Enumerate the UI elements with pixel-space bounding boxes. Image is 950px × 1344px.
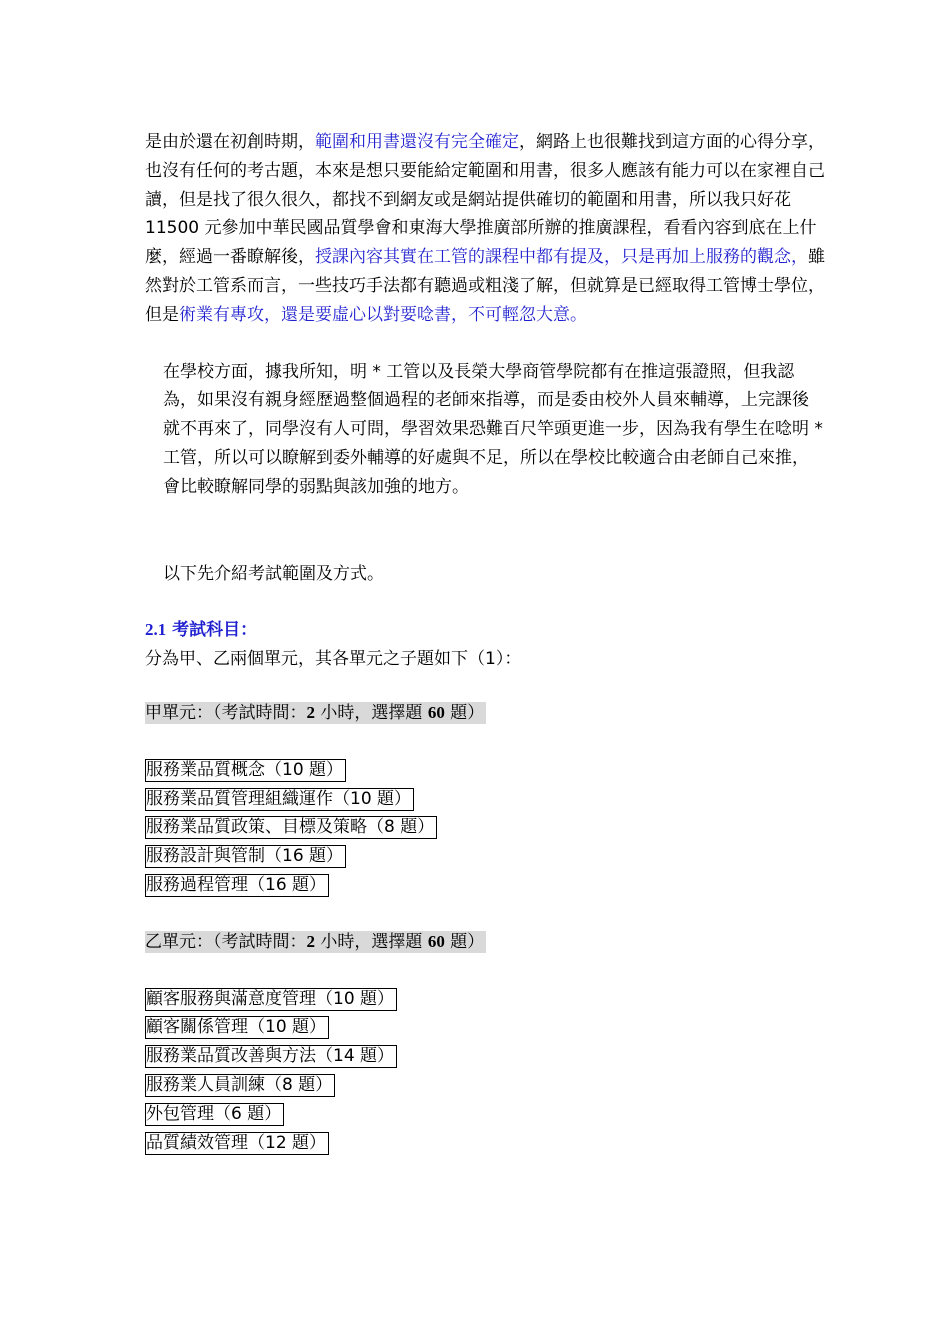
spacer [145, 960, 825, 988]
intro-paragraph-2: 在學校方面，據我所知，明 * 工管以及長榮大學商管學院都有在推這張證照，但我認為，如果沒有親身經歷過整個過程的老師來指導，而是委由校外人員來輔導，上完課後就不再來了，同學沒有人可問，學習效果恐難百尺竿頭更進一步，因為我有學生在唸明 * 工管，所以可以瞭解到委外輔導的好處與不足，所以在學校比較適合由老師自己來推，會比較瞭解同學的弱點與該加強的地方。 [163, 361, 823, 497]
list-item [145, 874, 825, 903]
spacer [145, 588, 825, 616]
list-item [145, 1103, 825, 1132]
spacer [145, 674, 825, 702]
spacer [145, 731, 825, 759]
intro-paragraph-3: 以下先介紹考試範圍及方式。 [163, 563, 384, 584]
unit-a-title-suffix: 題） [444, 702, 485, 723]
unit-b-topic: 外包管理（6 題） [145, 1103, 284, 1126]
section-title: 考試科目： [172, 620, 258, 641]
unit-a-title [145, 702, 486, 724]
list-item [145, 788, 825, 817]
unit-b-topic-list [145, 988, 825, 1161]
unit-a-topic: 服務業品質政策、目標及策略（8 題） [145, 816, 437, 839]
unit-b-title-prefix: 乙單元：（考試時間： [145, 931, 307, 952]
unit-a-topic-list [145, 759, 825, 903]
unit-b-title-suffix: 題） [444, 931, 485, 952]
list-item [145, 845, 825, 874]
unit-b-topic: 品質績效管理（12 題） [145, 1132, 329, 1155]
list-item [145, 759, 825, 788]
unit-a-topic: 服務業品質管理組織運作（10 題） [145, 788, 414, 811]
section-heading [145, 616, 825, 645]
unit-b-title [145, 931, 486, 953]
document-page [145, 128, 825, 1160]
highlight-scope-not-fixed: 範圍和用書還沒有完全確定 [315, 132, 519, 152]
intro-text-2: ，網路上也很難找到這方面的心得分享，也沒有任何的考古題，本來是想只要能給定範圍和用書，很多人應該有能力可以在家裡自己讀，但是找了很久很久，都找不到網友或是網站提供確切的範圍和用書，所以我只好花 11500 元參加中華民國品質學會和東海大學推廣部所辦的推廣課程，看看內容到底在上什麼，經過一番瞭解後， [145, 132, 825, 268]
unit-a-topic: 服務業品質概念（10 題） [145, 759, 346, 782]
unit-b-heading-row [145, 931, 825, 960]
unit-b-title-mid: 小時，選擇題 [315, 931, 428, 952]
list-item [145, 1016, 825, 1045]
intro-paragraph-1 [145, 128, 825, 330]
unit-a-topic: 服務設計與管制（16 題） [145, 845, 346, 868]
highlight-course-content: 授課內容其實在工管的課程中都有提及，只是再加上服務的觀念， [315, 247, 808, 268]
list-item [145, 816, 825, 845]
section-number: 2.1 [145, 620, 167, 640]
spacer [145, 330, 825, 358]
unit-b-hours: 2 [306, 931, 315, 951]
unit-a-title-mid: 小時，選擇題 [315, 702, 428, 723]
spacer [145, 502, 825, 560]
highlight-specialization: 術業有專攻，還是要虛心以對要唸書，不可輕忽大意。 [179, 304, 587, 325]
unit-b-topic: 服務業品質改善與方法（14 題） [145, 1045, 397, 1068]
unit-a-hours: 2 [306, 702, 315, 722]
intro-text-1: 是由於還在初創時期， [145, 132, 315, 152]
unit-b-topic: 服務業人員訓練（8 題） [145, 1074, 335, 1097]
list-item [145, 1132, 825, 1161]
spacer [145, 903, 825, 931]
unit-a-heading-row [145, 702, 825, 731]
section-description: 分為甲、乙兩個單元，其各單元之子題如下（1）： [145, 649, 522, 670]
list-item [145, 988, 825, 1017]
unit-a-topic: 服務過程管理（16 題） [145, 874, 329, 897]
unit-a-title-prefix: 甲單元：（考試時間： [145, 702, 307, 723]
list-item [145, 1045, 825, 1074]
unit-b-topic: 顧客服務與滿意度管理（10 題） [145, 988, 397, 1011]
unit-b-count: 60 [427, 931, 445, 951]
intro-text-3: 雖然對於工管系而言，一些技巧手法都有聽過或粗淺了解，但就算是已經取得工管博士學位，但是 [145, 247, 825, 325]
unit-a-count: 60 [427, 702, 445, 722]
list-item [145, 1074, 825, 1103]
unit-b-topic: 顧客關係管理（10 題） [145, 1016, 329, 1039]
